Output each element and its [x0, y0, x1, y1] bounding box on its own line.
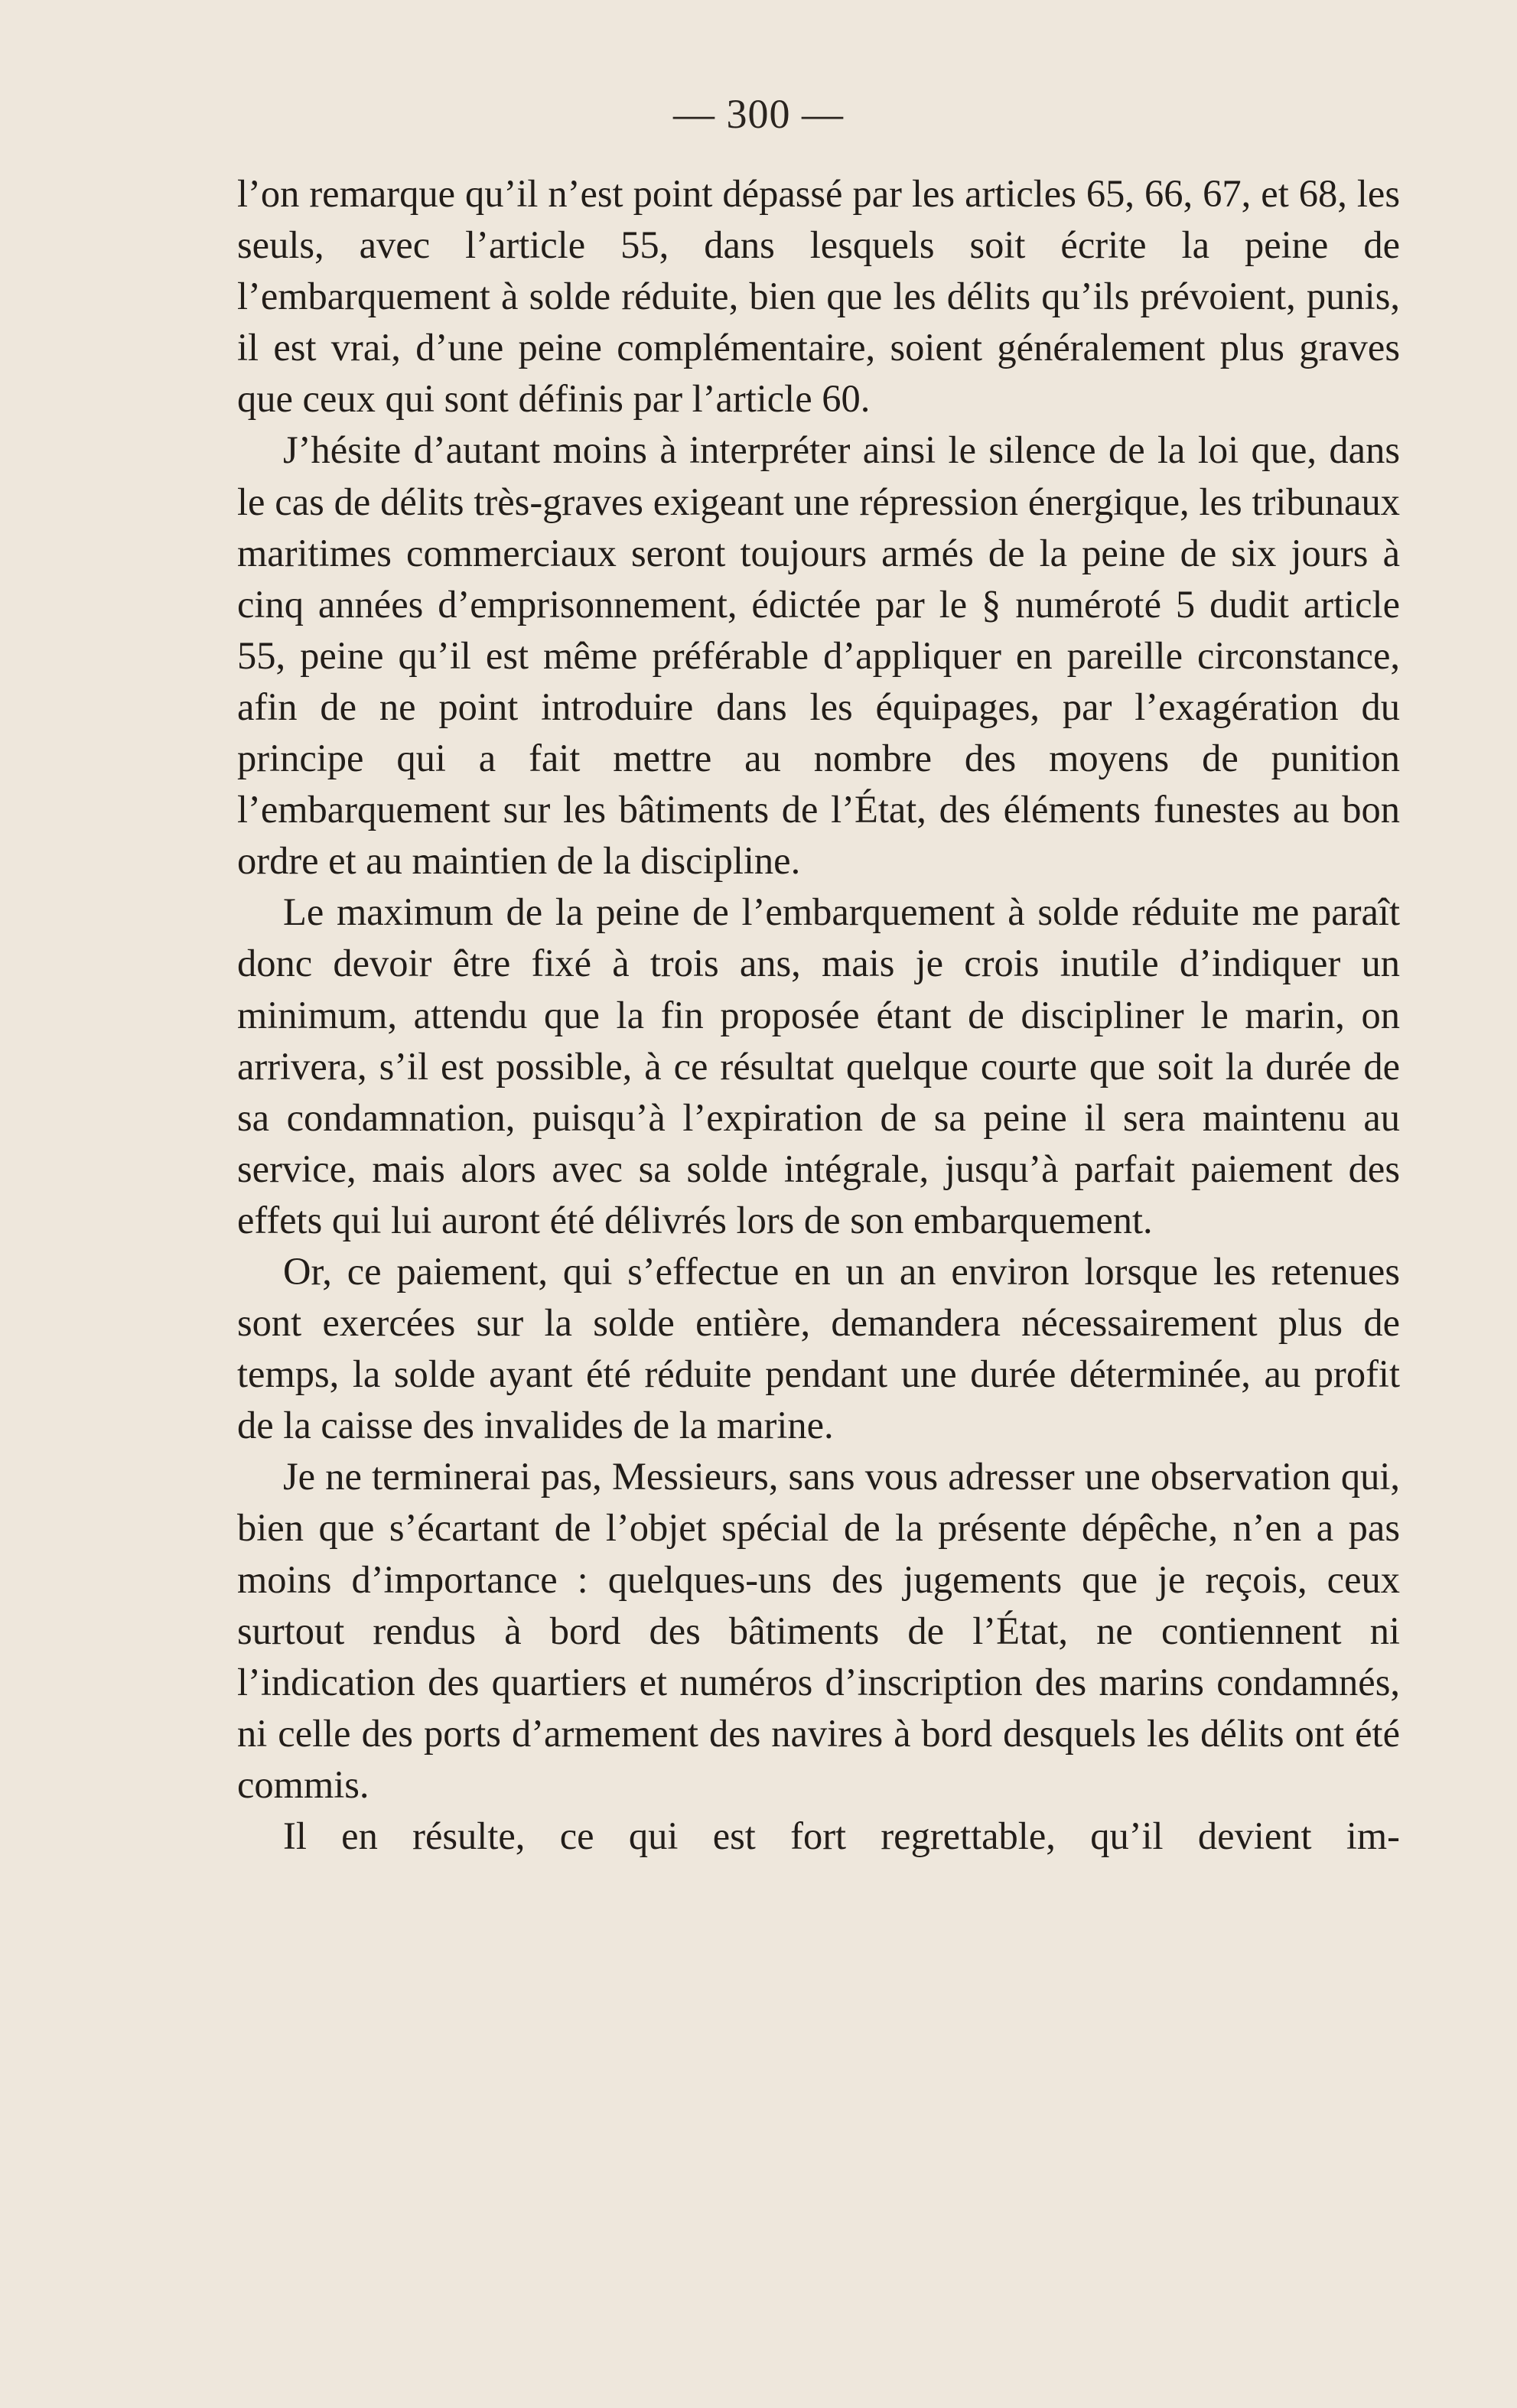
- page-number-header: — 300 —: [673, 91, 844, 137]
- paragraph-4: Or, ce paiement, qui s’effectue en un an environ lorsque les retenues sont exercées sur la solde entière, demandera nécessairement plus de temps, la solde ayant été réduite pendant une durée déterminée, au profit de la caisse des invalides de la marine.: [237, 1249, 1400, 1447]
- paragraph-2: J’hésite d’autant moins à interpréter ainsi le silence de la loi que, dans le cas de délits très-graves exigeant une répression énergique, les tribunaux maritimes commerciaux seront toujours armés de la peine de six jours à cinq années d’emprisonnement, édictée par le § numéroté 5 dudit article 55, peine qu’il est même préférable d’appliquer en pareille circonstance, afin de ne point introduire dans les équipages, par l’exagération du principe qui a fait mettre au nombre des moyens de punition l’embarquement sur les bâtiments de l’État, des éléments funestes au bon ordre et au maintien de la discipline.: [237, 428, 1400, 883]
- body-text: [237, 168, 1400, 1862]
- paragraph-1: l’on remarque qu’il n’est point dépassé par les articles 65, 66, 67, et 68, les seuls, avec l’article 55, dans lesquels soit écrite la peine de l’embarquement à solde réduite, bien que les délits qu’ils prévoient, punis, il est vrai, d’une peine complémentaire, soient généralement plus graves que ceux qui sont définis par l’article 60.: [237, 172, 1400, 421]
- paragraph-5: Je ne terminerai pas, Messieurs, sans vous adresser une observation qui, bien que s’écartant de l’objet spécial de la présente dépêche, n’en a pas moins d’importance : quelques-uns des jugements que je reçois, ceux surtout rendus à bord des bâtiments de l’État, ne contiennent ni l’indication des quartiers et numéros d’inscription des marins condamnés, ni celle des ports d’armement des navires à bord desquels les délits ont été commis.: [237, 1455, 1400, 1806]
- paragraph-3: Le maximum de la peine de l’embarquement à solde réduite me paraît donc devoir être fixé à trois ans, mais je crois inutile d’indiquer un minimum, attendu que la fin proposée étant de discipliner le marin, on arrivera, s’il est possible, à ce résultat quelque courte que soit la durée de sa condamnation, puisqu’à l’expiration de sa peine il sera maintenu au service, mais alors avec sa solde intégrale, jusqu’à parfait paiement des effets qui lui auront été délivrés lors de son embarquement.: [237, 890, 1400, 1241]
- paragraph-6: Il en résulte, ce qui est fort regrettable, qu’il devient im-: [283, 1814, 1400, 1857]
